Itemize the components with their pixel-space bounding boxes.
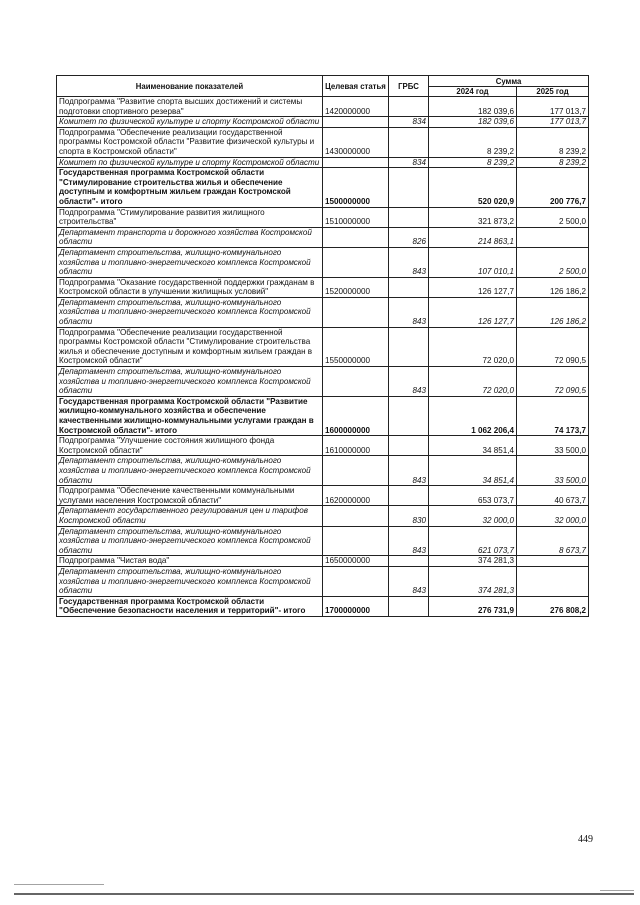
row-value-2024: 621 073,7 [429, 526, 517, 556]
row-value-2025: 32 000,0 [517, 506, 589, 526]
row-grbs [389, 277, 429, 297]
row-value-2025: 276 808,2 [517, 596, 589, 616]
row-grbs: 843 [389, 456, 429, 486]
header-grbs: ГРБС [389, 76, 429, 97]
row-name: Департамент государственного регулирования цен и тарифов Костромской области [57, 506, 323, 526]
row-grbs: 843 [389, 526, 429, 556]
row-grbs [389, 327, 429, 366]
row-value-2025: 8 239,2 [517, 157, 589, 168]
header-2025: 2025 год [517, 87, 589, 97]
row-grbs: 834 [389, 157, 429, 168]
row-grbs: 830 [389, 506, 429, 526]
row-grbs: 834 [389, 117, 429, 128]
header-2024: 2024 год [429, 87, 517, 97]
row-name: Государственная программа Костромской области "Развитие жилищно-коммунального хозяйства и обеспечение качественными жилищно-коммунальными услугами граждан в Костромской области"- итого [57, 396, 323, 435]
row-code [323, 157, 389, 168]
table-row [57, 327, 589, 366]
row-value-2024: 72 020,0 [429, 367, 517, 397]
row-name: Департамент строительства, жилищно-коммунального хозяйства и топливно-энергетического комплекса Костромской области [57, 247, 323, 277]
row-value-2025: 72 090,5 [517, 327, 589, 366]
row-name: Департамент строительства, жилищно-коммунального хозяйства и топливно-энергетического комплекса Костромской области [57, 367, 323, 397]
row-code: 1510000000 [323, 207, 389, 227]
header-code: Целевая статья [323, 76, 389, 97]
row-name: Подпрограмма "Обеспечение реализации государственной программы Костромской области "Стимулирование строительства жилья и обеспечение доступным и комфортным жильем граждан в Костромской области" [57, 327, 323, 366]
row-value-2024: 182 039,6 [429, 117, 517, 128]
row-code: 1420000000 [323, 97, 389, 117]
row-name: Государственная программа Костромской области "Обеспечение безопасности населения и территорий"- итого [57, 596, 323, 616]
row-code: 1500000000 [323, 168, 389, 207]
table-row [57, 596, 589, 616]
row-grbs [389, 596, 429, 616]
row-value-2024: 276 731,9 [429, 596, 517, 616]
row-value-2024: 1 062 206,4 [429, 396, 517, 435]
row-value-2024: 520 020,9 [429, 168, 517, 207]
row-value-2025: 2 500,0 [517, 207, 589, 227]
table-row [57, 506, 589, 526]
row-value-2024: 126 127,7 [429, 297, 517, 327]
row-name: Комитет по физической культуре и спорту Костромской области [57, 157, 323, 168]
row-name: Подпрограмма "Обеспечение качественными коммунальными услугами населения Костромской области" [57, 486, 323, 506]
table-row [57, 436, 589, 456]
row-grbs [389, 97, 429, 117]
row-grbs: 843 [389, 367, 429, 397]
row-value-2024: 34 851,4 [429, 436, 517, 456]
table-row [57, 367, 589, 397]
row-name: Подпрограмма "Оказание государственной поддержки гражданам в Костромской области в улучшении жилищных условий" [57, 277, 323, 297]
table-row [57, 396, 589, 435]
row-code: 1650000000 [323, 556, 389, 567]
row-name: Департамент строительства, жилищно-коммунального хозяйства и топливно-энергетического комплекса Костромской области [57, 297, 323, 327]
header-name: Наименование показателей [57, 76, 323, 97]
row-value-2024: 214 863,1 [429, 227, 517, 247]
table-row [57, 277, 589, 297]
row-value-2025: 177 013,7 [517, 117, 589, 128]
row-grbs [389, 207, 429, 227]
row-value-2025: 8 239,2 [517, 127, 589, 157]
row-grbs [389, 436, 429, 456]
table-row [57, 526, 589, 556]
table-row [57, 247, 589, 277]
page-number: 449 [578, 834, 593, 845]
row-value-2025: 33 500,0 [517, 436, 589, 456]
table-row [57, 127, 589, 157]
row-value-2024: 182 039,6 [429, 97, 517, 117]
row-name: Государственная программа Костромской области "Стимулирование строительства жилья и обеспечение доступным и комфортным жильем граждан Костромской области"- итого [57, 168, 323, 207]
row-name: Подпрограмма "Стимулирование развития жилищного строительства" [57, 207, 323, 227]
row-value-2025 [517, 556, 589, 567]
row-value-2024: 126 127,7 [429, 277, 517, 297]
row-code [323, 117, 389, 128]
row-code: 1610000000 [323, 436, 389, 456]
row-value-2024: 374 281,3 [429, 556, 517, 567]
row-grbs: 843 [389, 566, 429, 596]
row-code [323, 526, 389, 556]
row-value-2024: 32 000,0 [429, 506, 517, 526]
row-grbs: 843 [389, 247, 429, 277]
scan-mark [14, 884, 104, 885]
table-row [57, 486, 589, 506]
row-code [323, 367, 389, 397]
table-row [57, 97, 589, 117]
row-value-2024: 321 873,2 [429, 207, 517, 227]
row-value-2024: 72 020,0 [429, 327, 517, 366]
row-code: 1520000000 [323, 277, 389, 297]
row-grbs [389, 556, 429, 567]
row-value-2025 [517, 227, 589, 247]
budget-table [56, 75, 589, 617]
row-value-2024: 107 010,1 [429, 247, 517, 277]
table-row [57, 456, 589, 486]
row-value-2025 [517, 566, 589, 596]
row-value-2024: 8 239,2 [429, 157, 517, 168]
row-name: Департамент транспорта и дорожного хозяйства Костромской области [57, 227, 323, 247]
row-code: 1700000000 [323, 596, 389, 616]
row-code: 1600000000 [323, 396, 389, 435]
row-value-2025: 2 500,0 [517, 247, 589, 277]
table-row [57, 157, 589, 168]
row-code [323, 566, 389, 596]
row-value-2024: 34 851,4 [429, 456, 517, 486]
row-name: Комитет по физической культуре и спорту Костромской области [57, 117, 323, 128]
row-value-2025: 126 186,2 [517, 277, 589, 297]
table-row [57, 227, 589, 247]
row-code [323, 247, 389, 277]
row-name: Подпрограмма "Улучшение состояния жилищного фонда Костромской области" [57, 436, 323, 456]
table-row [57, 566, 589, 596]
row-grbs [389, 127, 429, 157]
row-name: Департамент строительства, жилищно-коммунального хозяйства и топливно-энергетического комплекса Костромской области [57, 526, 323, 556]
row-code [323, 297, 389, 327]
row-grbs: 843 [389, 297, 429, 327]
table-header [57, 76, 589, 97]
row-value-2024: 653 073,7 [429, 486, 517, 506]
row-code: 1550000000 [323, 327, 389, 366]
row-grbs [389, 486, 429, 506]
row-name: Подпрограмма "Развитие спорта высших достижений и системы подготовки спортивного резерва" [57, 97, 323, 117]
row-value-2024: 8 239,2 [429, 127, 517, 157]
row-value-2025: 8 673,7 [517, 526, 589, 556]
row-grbs [389, 396, 429, 435]
row-value-2025: 177 013,7 [517, 97, 589, 117]
row-name: Департамент строительства, жилищно-коммунального хозяйства и топливно-энергетического комплекса Костромской области [57, 566, 323, 596]
row-code [323, 456, 389, 486]
table-body [57, 97, 589, 617]
row-value-2025: 200 776,7 [517, 168, 589, 207]
row-value-2024: 374 281,3 [429, 566, 517, 596]
row-name: Департамент строительства, жилищно-коммунального хозяйства и топливно-энергетического комплекса Костромской области [57, 456, 323, 486]
table-row [57, 207, 589, 227]
table-row [57, 117, 589, 128]
header-sum: Сумма [429, 76, 589, 87]
row-value-2025: 33 500,0 [517, 456, 589, 486]
table-row [57, 297, 589, 327]
scan-edge-line [14, 893, 634, 895]
row-code [323, 506, 389, 526]
row-value-2025: 126 186,2 [517, 297, 589, 327]
row-code [323, 227, 389, 247]
scan-mark [600, 890, 634, 891]
row-name: Подпрограмма "Чистая вода" [57, 556, 323, 567]
table-row [57, 168, 589, 207]
row-value-2025: 74 173,7 [517, 396, 589, 435]
row-grbs [389, 168, 429, 207]
row-value-2025: 72 090,5 [517, 367, 589, 397]
row-code: 1620000000 [323, 486, 389, 506]
row-grbs: 826 [389, 227, 429, 247]
row-value-2025: 40 673,7 [517, 486, 589, 506]
row-name: Подпрограмма "Обеспечение реализации государственной программы Костромской области "Развитие физической культуры и спорта в Костромской области" [57, 127, 323, 157]
table-row [57, 556, 589, 567]
row-code: 1430000000 [323, 127, 389, 157]
